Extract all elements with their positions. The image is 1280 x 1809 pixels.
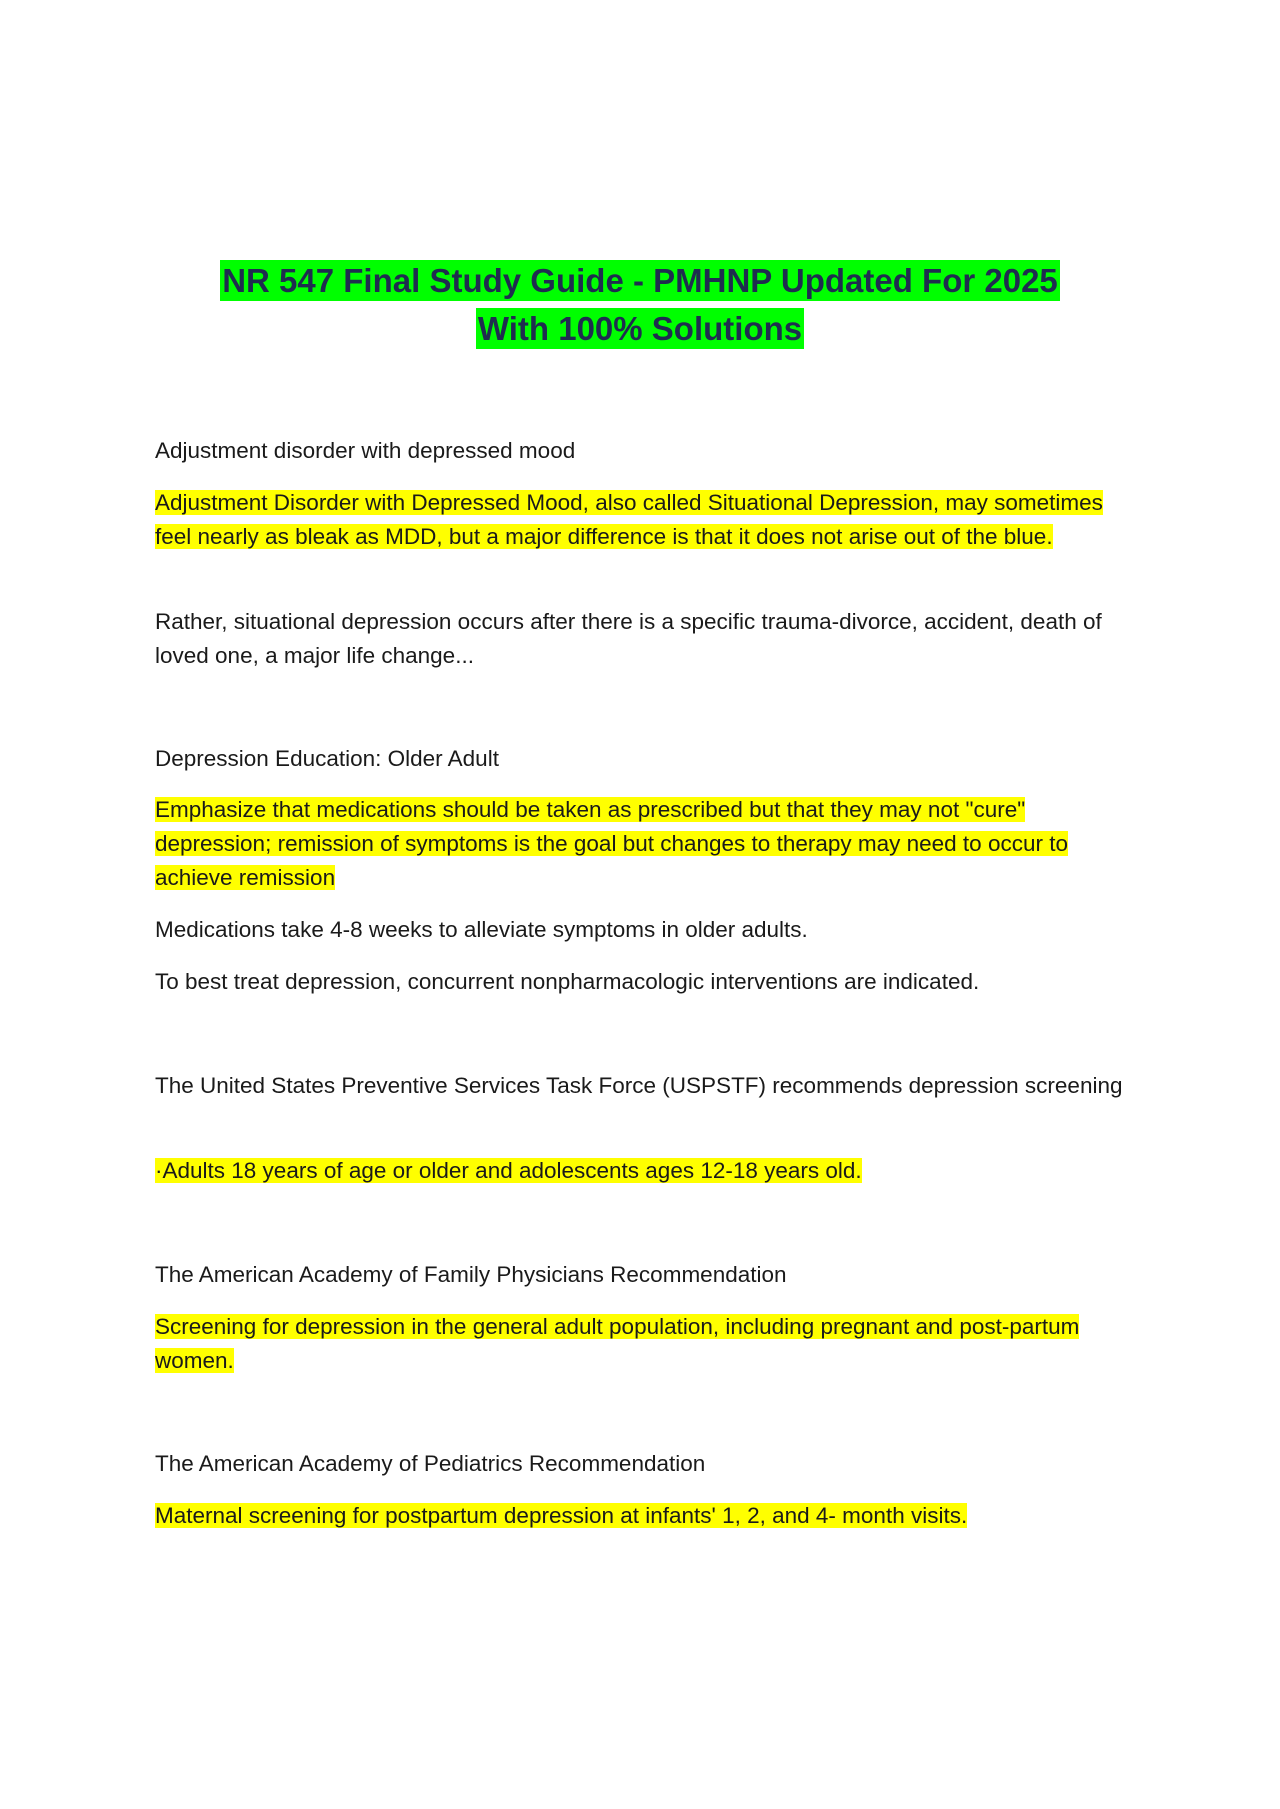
answer-highlight: Emphasize that medications should be taken as prescribed but that they may not "cure" depression; remission of symptoms is the goal but changes to therapy may need to occur to achieve remission (155, 797, 1068, 890)
document-title (150, 257, 1130, 353)
section-term: The American Academy of Pediatrics Recommendation (155, 1451, 706, 1476)
section-answer (155, 1154, 1130, 1188)
section-note: Medications take 4-8 weeks to alleviate symptoms in older adults. (155, 917, 808, 942)
section-answer (155, 1499, 1130, 1533)
section-term: Adjustment disorder with depressed mood (155, 438, 576, 463)
answer-highlight: Adjustment Disorder with Depressed Mood, also called Situational Depression, may sometimes feel nearly as bleak as MDD, but a major difference is that it does not arise out of the blue. (155, 490, 1103, 549)
section-answer (155, 793, 1130, 895)
answer-highlight: Maternal screening for postpartum depression at infants' 1, 2, and 4- month visits. (155, 1503, 968, 1528)
section-note: To best treat depression, concurrent nonpharmacologic interventions are indicated. (155, 969, 980, 994)
section-answer (155, 486, 1130, 554)
section-note: Rather, situational depression occurs after there is a specific trauma-divorce, accident, death of loved one, a major life change... (155, 609, 1102, 668)
answer-highlight: ·Adults 18 years of age or older and adolescents ages 12-18 years old. (155, 1158, 862, 1183)
section-answer (155, 1310, 1130, 1378)
answer-highlight: Screening for depression in the general adult population, including pregnant and post-partum women. (155, 1314, 1080, 1373)
section-term: Depression Education: Older Adult (155, 746, 499, 771)
title-line-1: NR 547 Final Study Guide - PMHNP Updated For 2025 (222, 262, 1058, 299)
section-term: The United States Preventive Services Task Force (USPSTF) recommends depression screening (155, 1073, 1123, 1098)
title-line-2: With 100% Solutions (477, 310, 803, 347)
section-term: The American Academy of Family Physicians Recommendation (155, 1262, 787, 1287)
